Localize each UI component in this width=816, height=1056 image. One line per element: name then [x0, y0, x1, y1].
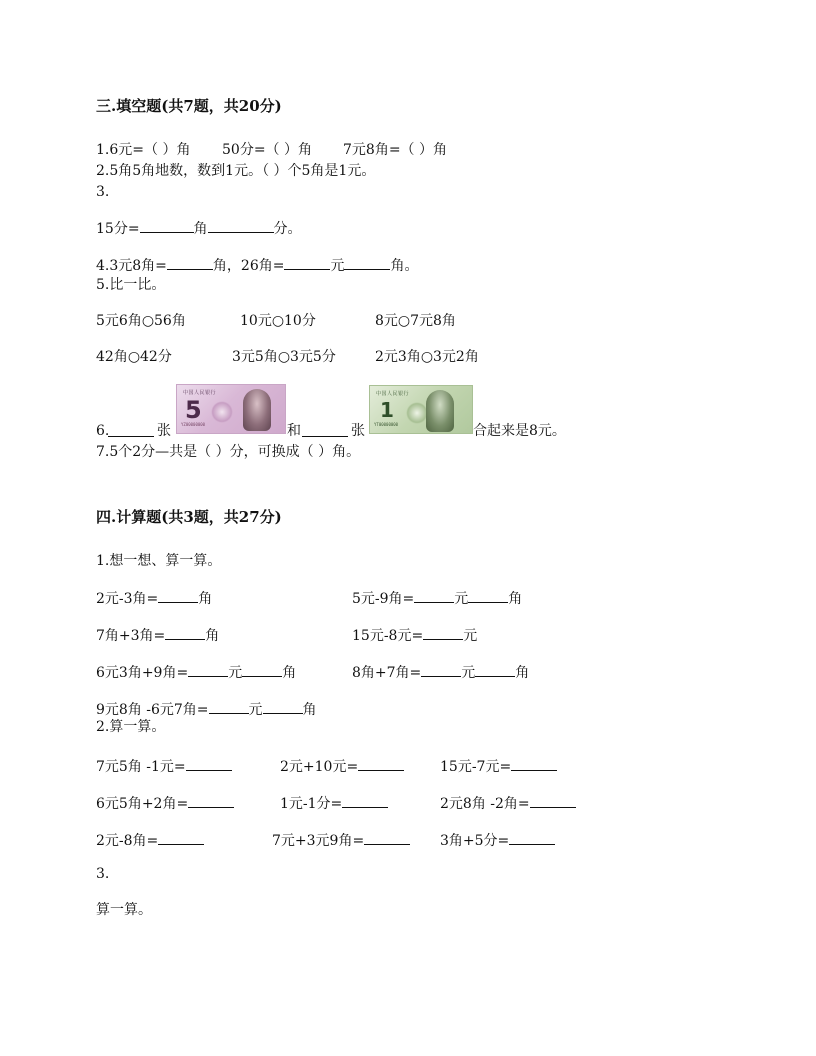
answer-blank[interactable] — [475, 663, 515, 677]
calc-item — [96, 589, 212, 607]
q3-line — [96, 219, 302, 237]
compare-item: 42角○42分 — [96, 349, 172, 365]
calc-text: 2元-3角= — [96, 591, 159, 607]
q2-text: 2.5角5角地数，数到1元。（ ）个5角是1元。 — [96, 163, 376, 179]
q6-text-1: 6. — [96, 423, 110, 439]
calc-unit: 元 — [461, 665, 476, 681]
answer-blank[interactable] — [284, 256, 330, 270]
calc-item — [280, 794, 388, 812]
answer-blank[interactable] — [188, 794, 234, 808]
c1-prompt: 1.想一想、算一算。 — [96, 553, 222, 569]
compare-item: 3元5角○3元5分 — [232, 349, 336, 365]
c2-prompt: 2.算一算。 — [96, 719, 166, 735]
q4-text-1: 4.3元8角= — [96, 258, 167, 274]
q7-text: 7.5个2分—共是（ ）分，可换成（ ）角。 — [96, 444, 361, 460]
calc-text: 7角+3角= — [96, 628, 166, 644]
compare-item: 8元○7元8角 — [375, 313, 456, 329]
calc-item — [352, 626, 477, 644]
section-title: 四.计算题(共3题，共27分) — [96, 508, 282, 526]
answer-blank[interactable] — [208, 219, 274, 233]
calc-text: 15元-8元= — [352, 628, 424, 644]
calc-item — [272, 831, 410, 849]
note-header: 中国人民银行 — [376, 391, 410, 397]
c3-number: 3. — [96, 866, 110, 882]
calc-item — [352, 589, 522, 607]
compare-item: 5元6角○56角 — [96, 313, 186, 329]
answer-blank[interactable] — [167, 256, 213, 270]
calc-item — [96, 757, 232, 775]
note-denomination: 5 — [185, 396, 202, 424]
answer-blank[interactable] — [158, 589, 198, 603]
calc-item — [96, 831, 204, 849]
q1-part-a: 1.6元=（ ）角 — [96, 142, 191, 158]
calc-text: 3角+5分= — [440, 833, 510, 849]
calc-unit: 角 — [508, 591, 523, 607]
calc-text: 9元8角 -6元7角= — [96, 702, 209, 718]
compare-item: 2元3角○3元2角 — [375, 349, 479, 365]
calc-unit: 角 — [198, 591, 213, 607]
note-serial: YT00000000 — [374, 422, 399, 427]
calc-text: 8角+7角= — [352, 665, 422, 681]
calc-item — [440, 757, 557, 775]
calc-unit: 角 — [515, 665, 530, 681]
calc-text: 7元5角 -1元= — [96, 759, 186, 775]
calc-text: 2元8角 -2角= — [440, 796, 530, 812]
q6-text-4: 张 — [351, 423, 365, 439]
answer-blank[interactable] — [511, 757, 557, 771]
calc-item — [96, 794, 234, 812]
calc-text: 15元-7元= — [440, 759, 512, 775]
compare-item: 10元○10分 — [240, 313, 316, 329]
q6-text-5: 合起来是8元。 — [473, 423, 566, 439]
calc-unit: 元 — [463, 628, 478, 644]
answer-blank[interactable] — [414, 589, 454, 603]
c3-prompt: 算一算。 — [96, 902, 152, 918]
calc-unit: 角 — [282, 665, 297, 681]
answer-blank[interactable] — [209, 700, 249, 714]
calc-unit: 元 — [248, 702, 263, 718]
answer-blank[interactable] — [108, 423, 154, 437]
calc-item — [352, 663, 529, 681]
note-serial: YZ00000000 — [181, 422, 206, 427]
calc-unit: 角 — [205, 628, 220, 644]
q3-text-1: 15分= — [96, 221, 140, 237]
note-header: 中国人民银行 — [183, 390, 217, 396]
q4-text-3: 元 — [330, 258, 345, 274]
q4-text-4: 角。 — [390, 258, 419, 274]
q5-prompt: 5.比一比。 — [96, 277, 166, 293]
q6-text-2: 张 — [157, 423, 171, 439]
calc-text: 7元+3元9角= — [272, 833, 365, 849]
calc-unit: 元 — [228, 665, 243, 681]
answer-blank[interactable] — [242, 663, 282, 677]
answer-blank[interactable] — [530, 794, 576, 808]
answer-blank[interactable] — [263, 700, 303, 714]
calc-text: 6元3角+9角= — [96, 665, 189, 681]
flower-icon — [406, 402, 428, 424]
calc-text: 2元+10元= — [280, 759, 359, 775]
answer-blank[interactable] — [468, 589, 508, 603]
q4-text-2: 角，26角= — [212, 258, 285, 274]
q1-part-b: 50分=（ ）角 — [222, 142, 312, 158]
calc-item — [280, 757, 404, 775]
q3-number: 3. — [96, 184, 110, 200]
answer-blank[interactable] — [421, 663, 461, 677]
answer-blank[interactable] — [342, 794, 388, 808]
portrait-icon — [243, 389, 271, 431]
q6-text-3: 和 — [287, 423, 301, 439]
answer-blank[interactable] — [423, 626, 463, 640]
answer-blank[interactable] — [302, 423, 348, 437]
q1-part-c: 7元8角=（ ）角 — [343, 142, 447, 158]
calc-item — [440, 831, 555, 849]
answer-blank[interactable] — [344, 256, 390, 270]
calc-text: 6元5角+2角= — [96, 796, 189, 812]
answer-blank[interactable] — [186, 757, 232, 771]
q3-text-2: 角 — [193, 221, 208, 237]
answer-blank[interactable] — [509, 831, 555, 845]
calc-item — [96, 700, 317, 718]
banknote-5-yuan-image — [176, 384, 286, 434]
calc-text: 1元-1分= — [280, 796, 343, 812]
answer-blank[interactable] — [165, 626, 205, 640]
answer-blank[interactable] — [358, 757, 404, 771]
calc-text: 2元-8角= — [96, 833, 159, 849]
section-title: 三.填空题(共7题，共20分) — [96, 97, 282, 115]
calc-unit: 元 — [454, 591, 469, 607]
answer-blank[interactable] — [158, 831, 204, 845]
answer-blank[interactable] — [364, 831, 410, 845]
banknote-1-yuan-image — [369, 385, 473, 434]
q3-text-3: 分。 — [273, 221, 302, 237]
q4-line — [96, 256, 418, 274]
calc-item — [96, 626, 219, 644]
calc-text: 5元-9角= — [352, 591, 415, 607]
calc-item — [96, 663, 296, 681]
calc-item — [440, 794, 576, 812]
portrait-icon — [426, 390, 454, 432]
note-denomination: 1 — [380, 398, 394, 422]
answer-blank[interactable] — [140, 219, 194, 233]
calc-unit: 角 — [302, 702, 317, 718]
flower-icon — [211, 401, 233, 423]
answer-blank[interactable] — [188, 663, 228, 677]
